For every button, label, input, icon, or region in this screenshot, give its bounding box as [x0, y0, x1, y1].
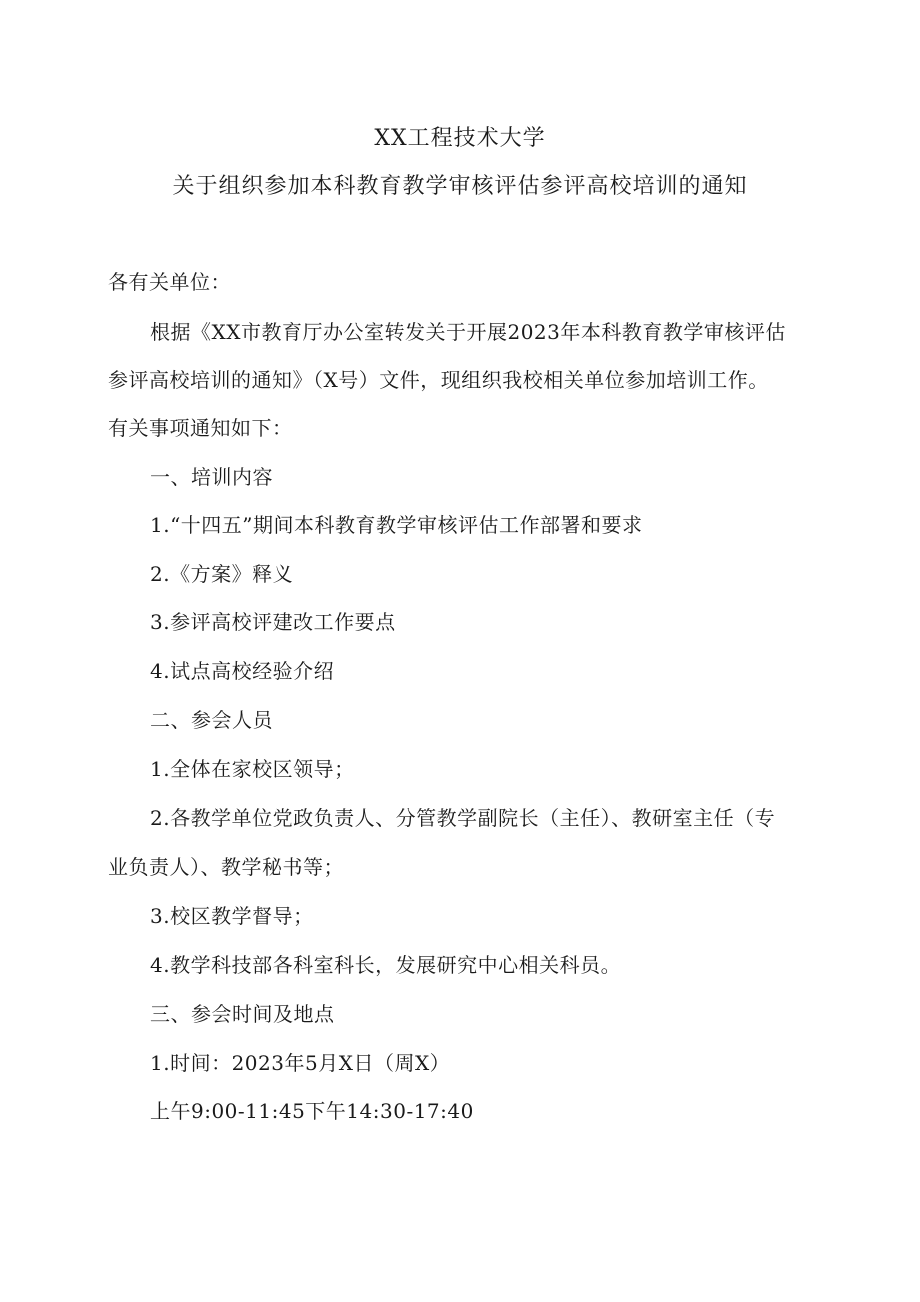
- attendee-item-2: 2.各教学单位党政负责人、分管教学副院长（主任）、教研室主任（专: [150, 806, 776, 830]
- attendee-item-4: 4.教学科技部各科室科长，发展研究中心相关科员。: [150, 953, 622, 977]
- document-title-subject: 关于组织参加本科教育教学审核评估参评高校培训的通知: [172, 174, 748, 199]
- attendee-item-2-continued: 业负责人）、教学秘书等；: [108, 855, 344, 879]
- training-item-1: 1.“十四五”期间本科教育教学审核评估工作部署和要求: [150, 513, 643, 537]
- attendee-item-3: 3.校区教学督导；: [150, 904, 314, 928]
- training-item-3: 3.参评高校评建改工作要点: [150, 610, 396, 634]
- intro-line-1: 根据《XX市教育厅办公室转发关于开展2023年本科教育教学审核评估: [150, 320, 786, 344]
- document-title-institution: XX工程技术大学: [374, 126, 546, 151]
- meeting-hours: 上午9:00-11:45下午14:30-17:40: [150, 1099, 474, 1123]
- training-item-4: 4.试点高校经验介绍: [150, 659, 335, 683]
- salutation: 各有关单位：: [108, 270, 231, 294]
- attendee-item-1: 1.全体在家校区领导；: [150, 757, 355, 781]
- section-heading-time-location: 三、参会时间及地点: [150, 1002, 335, 1026]
- meeting-date: 1.时间：2023年5月X日（周X）: [150, 1051, 451, 1075]
- training-item-2: 2.《方案》释义: [150, 562, 294, 586]
- section-heading-training-content: 一、培训内容: [150, 465, 273, 489]
- intro-line-3: 有关事项通知如下：: [108, 416, 293, 440]
- section-heading-attendees: 二、参会人员: [150, 708, 273, 732]
- intro-line-2: 参评高校培训的通知》（X号）文件，现组织我校相关单位参加培训工作。: [108, 368, 769, 392]
